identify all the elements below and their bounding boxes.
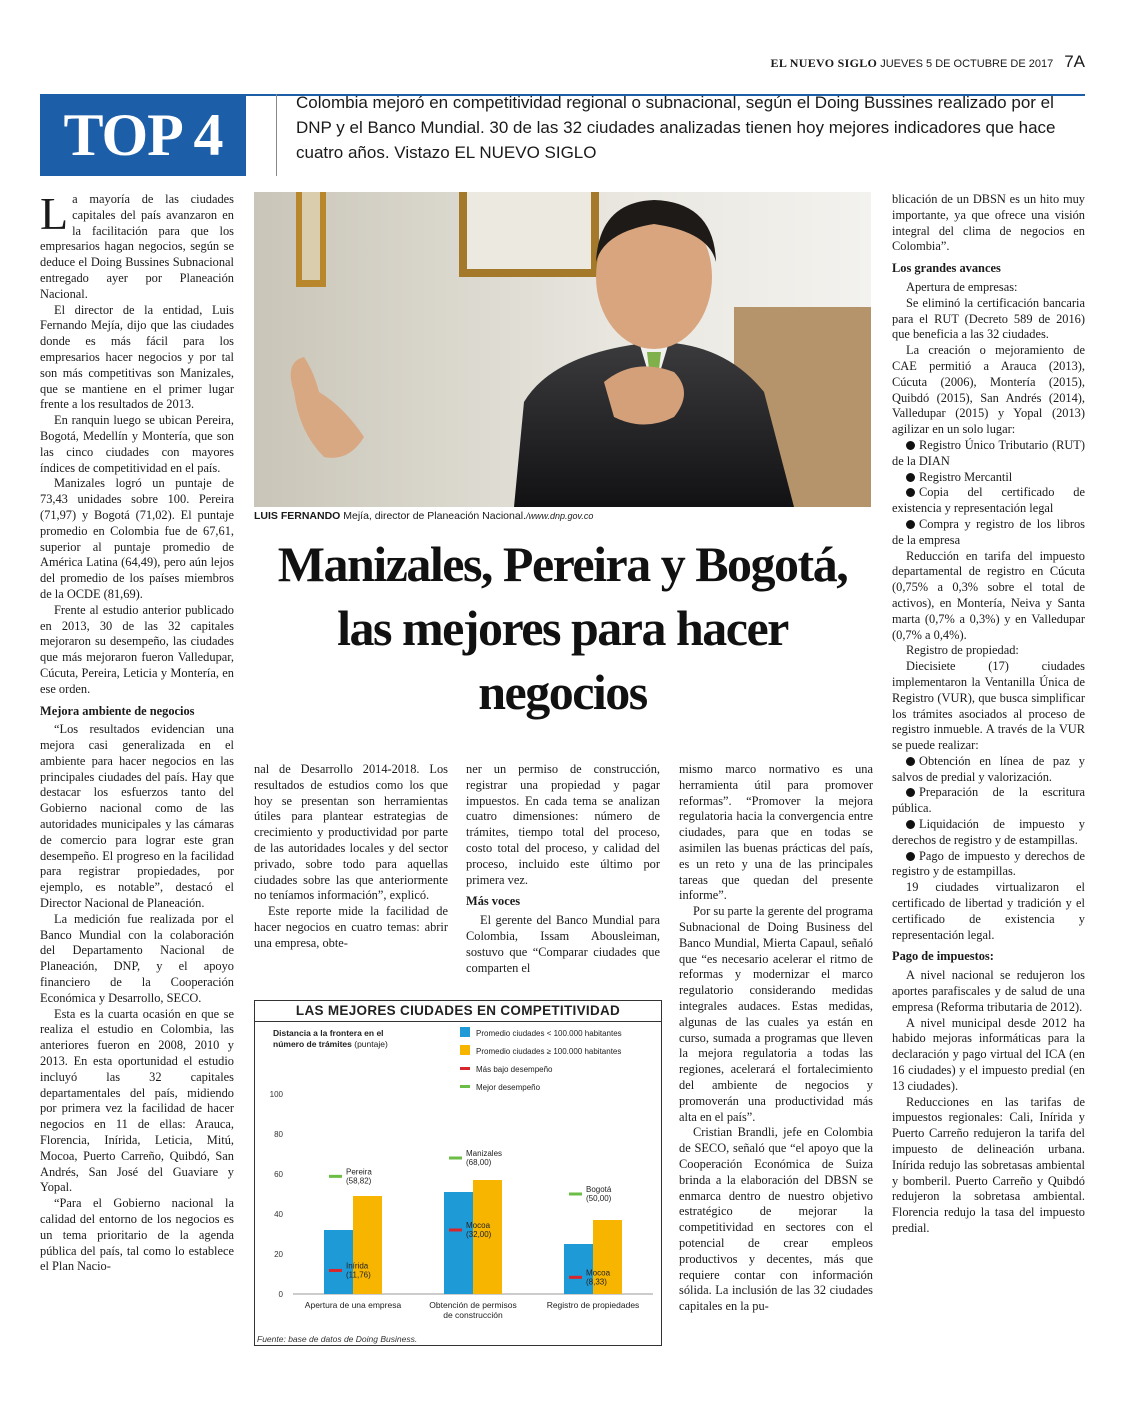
- article-column-3: [466, 762, 660, 976]
- caption-name: LUIS FERNANDO: [254, 510, 341, 522]
- bullet-item: Registro Mercantil: [892, 470, 1085, 486]
- marker-value: (11,76): [346, 1270, 371, 1280]
- paragraph: Diecisiete (17) ciudades implementaron la Ventanilla Única de Registro (VUR), que busca simplificar los trámites asociados al proceso de registro inmueble. A través de la VUR se puede realizar:: [892, 659, 1085, 753]
- chart-title: LAS MEJORES CIUDADES EN COMPETITIVIDAD: [255, 1001, 661, 1022]
- paragraph: Apertura de empresas:: [906, 279, 1018, 294]
- bullet-item: Liquidación de impuesto y derechos de registro y de estampillas.: [892, 817, 1085, 847]
- bullet-item: Preparación de la escritura pública.: [892, 785, 1085, 816]
- paragraph: mismo marco normativo es una herramienta útil para promover reformas”. “Promover la mejora regulatoria hacia la convergencia entre ciudades, para que en todas se asimilen las buenas prácticas del país, es un reto y una de las principales tareas que quedan del presente informe”.: [679, 762, 873, 903]
- legend-label: Promedio ciudades < 100.000 habitantes: [476, 1029, 622, 1038]
- bullet-item: Registro Único Tributario (RUT) de la DIAN: [892, 437, 1085, 468]
- paragraph: “Los resultados evidencian una mejora casi generalizada en el ambiente para hacer negocios en las principales ciudades del país. Hay que destacar los esfuerzos tanto del Gobierno nacional como de las autoridades municipales y las cámaras de comercio para lograr este gran desempeño. El progreso en la facilidad para registrar propiedades, por ejemplo, es notable”, destacó el Director Nacional de Planeación.: [40, 722, 234, 911]
- lowest-marker: [569, 1276, 582, 1279]
- subheading: Más voces: [466, 894, 521, 909]
- marker-label: Bogotá: [586, 1185, 612, 1194]
- y-tick-label: 60: [274, 1170, 283, 1179]
- y-tick-label: 0: [278, 1290, 283, 1299]
- paragraph: blicación de un DBSN es un hito muy importante, ya que ofrece una visión integral del clima de negocios en Colombia”.: [892, 192, 1085, 254]
- paragraph: Reducción en tarifa del impuesto departamental de registro en Cúcuta (0,75% a 0,3% sobre el total de activos), en Montería, Neiva y Santa marta (0,7% a 0,3%) y en Valledupar (0,7% a 0,4%).: [892, 548, 1085, 642]
- y-axis-label: Distancia a la frontera en el: [273, 1028, 384, 1038]
- paragraph: A nivel municipal desde 2012 ha habido mejoras informáticas para la declaración y pago virtual del ICA (en 16 ciudades) y el impuesto predial (en 13 ciudades).: [892, 1015, 1085, 1093]
- paragraph: La medición fue realizada por el Banco Mundial con la colaboración del Departamento Nacional de Planeación, DNP, y el apoyo financiero de la Cooperación Económica y Desarrollo, SECO.: [40, 911, 234, 1005]
- bullet-item: Pago de impuesto y derechos de registro y de estampillas.: [892, 848, 1085, 879]
- portrait-photo: [254, 192, 871, 507]
- banner-dek: Colombia mejoró en competitividad regional o subnacional, según el Doing Bussines realizado por el DNP y el Banco Mundial. 30 de las 32 ciudades analizadas tienen hoy mejores indicadores que hace cuatro años. Vistazo EL NUEVO SIGLO: [296, 93, 1056, 162]
- paragraph: Manizales logró un puntaje de 73,43 unidades sobre 100. Pereira (71,97) y Bogotá (71,02). El puntaje promedio en Colombia fue de 67,61, superior al puntaje promedio de América Latina (64,49), pero aún lejos del promedio de los países miembros de la OCDE (81,69).: [40, 476, 234, 601]
- bullet-item: Copia del certificado de existencia y representación legal: [892, 485, 1085, 516]
- portrait-illustration: [254, 192, 871, 507]
- marker-value: (50,00): [586, 1194, 612, 1203]
- bullet-icon: [906, 473, 915, 482]
- marker-label: Mocoa: [586, 1268, 611, 1278]
- bullet-icon: [906, 820, 915, 829]
- x-category-label: Obtención de permisos: [429, 1300, 517, 1310]
- legend-label: Mejor desempeño: [476, 1083, 541, 1092]
- paragraph: Reducciones en las tarifas de impuestos regionales: Cali, Inírida y Puerto Carreño redujeron la tarifa del impuesto de delineación urbana. Inírida redujo las sobretasas ambiental y bomberil. Puerto Carreño y Quibdó redujeron la sobretasa ambiental. Florencia redujo la tasa del impuesto predial.: [892, 1094, 1085, 1235]
- marker-value: (32,00): [466, 1230, 492, 1239]
- headline: Manizales, Pereira y Bogotá, las mejores para hacer negocios: [277, 536, 848, 720]
- bullet-icon: [906, 788, 915, 797]
- y-tick-label: 100: [269, 1090, 283, 1099]
- article-column-4: [679, 762, 873, 1315]
- paragraph: En ranquin luego se ubican Pereira, Bogotá, Medellín y Montería, que son las cinco ciudades con mayores índices de competitividad en el país.: [40, 413, 234, 475]
- best-marker: [329, 1175, 342, 1178]
- y-tick-label: 80: [274, 1130, 283, 1139]
- paragraph: La creación o mejoramiento de CAE permitió a Arauca (2013), Cúcuta (2006), Montería (2015), Quibdó (2015), San Andrés (2014), Valledupar (2015) y Yopal (2013) agilizar en un solo lugar:: [892, 343, 1085, 437]
- paragraph: Este reporte mide la facilidad de hacer negocios en cuatro temas: abrir una empresa, obte-: [254, 904, 448, 950]
- legend-swatch: [460, 1045, 470, 1055]
- paragraph: Frente al estudio anterior publicado en 2013, 30 de las 32 capitales mejoraron su desempeño, las ciudades que más mejoraron fueron Valledupar, Cúcuta, Pereira, Leticia y Montería, en ese orden.: [40, 602, 234, 696]
- paragraph: Esta es la cuarta ocasión en que se realiza el estudio en Colombia, las anteriores fueron en 2008, 2010 y 2013. En esta oportunidad el estudio incluyó las 32 capitales departamentales del país, midiendo por primera vez la facilidad de hacer negocios en 11 de ellas: Arauca, Florencia, Inírida, Leticia, Mitú, Mocoa, Puerto Carreño, Quibdó, San Andrés, San José del Guaviare y Yopal.: [40, 1006, 234, 1195]
- legend-label: Más bajo desempeño: [476, 1065, 553, 1074]
- article-column-5: [892, 192, 1085, 1237]
- lowest-marker: [449, 1229, 462, 1232]
- legend-label: Promedio ciudades ≥ 100.000 habitantes: [476, 1047, 622, 1056]
- subheading: Pago de impuestos:: [892, 949, 994, 964]
- marker-label: Mocoa: [466, 1221, 491, 1230]
- marker-label: Inírida: [346, 1261, 369, 1271]
- bar: [444, 1192, 473, 1294]
- bullet-item: Compra y registro de los libros de la empresa: [892, 516, 1085, 547]
- best-marker: [449, 1157, 462, 1160]
- legend-swatch: [460, 1085, 470, 1088]
- photo-caption: [254, 510, 871, 522]
- y-axis-unit: (puntaje): [351, 1039, 388, 1049]
- legend-swatch: [460, 1027, 470, 1037]
- page-number: 7A: [1064, 52, 1085, 71]
- paragraph: ner un permiso de construcción, registrar una propiedad y pagar impuestos. En cada tema se analizan cuatro dimensiones: número de trámites, tiempo total del proceso, costo total del proceso, y calidad del proceso, incluido este último por primera vez.: [466, 762, 660, 887]
- chart-source: Fuente: base de datos de Doing Business.: [257, 1334, 418, 1344]
- caption-text: Mejía, director de Planeación Nacional.: [340, 510, 526, 522]
- paragraph: 19 ciudades virtualizaron el certificado de libertad y tradición y el certificado de existencia y representación legal.: [892, 880, 1085, 942]
- paragraph: “Para el Gobierno nacional la calidad del entorno de los negocios es un tema prioritario de la agenda pública del país, tal como lo establece el Plan Nacio-: [40, 1196, 234, 1274]
- x-category-label: Registro de propiedades: [546, 1300, 640, 1310]
- top4-badge: TOP 4: [40, 94, 246, 176]
- y-axis-label: número de trámites (puntaje): [273, 1039, 388, 1049]
- bullet-icon: [906, 441, 915, 450]
- paragraph: Por su parte la gerente del programa Subnacional de Doing Business del Banco Mundial, Mierta Capaul, señaló que “es necesario acelerar el ritmo de reformas y modernizar el marco regulatorio considerando medidas integrales audaces. Estas medidas, algunas de las cuales ya están en curso, sumada a programas que lleven la mejora regulatoria a todas las regiones, acelerará el fortalecimiento del ambiente de negocios y promoverán una productividad más alta en el país”.: [679, 904, 873, 1124]
- article-column-1: [40, 188, 234, 1275]
- paragraph: Se eliminó la certificación bancaria para el RUT (Decreto 589 de 2016) que beneficia a las 32 ciudades.: [892, 295, 1085, 342]
- bullet-icon: [906, 520, 915, 529]
- chart-plot: [255, 1022, 661, 1332]
- paragraph: Registro de propiedad:: [906, 643, 1019, 658]
- bullet-icon: [906, 852, 915, 861]
- paragraph: El gerente del Banco Mundial para Colombia, Issam Abousleiman, sostuvo que “Comparar ciudades que comparten el: [466, 913, 660, 975]
- subheading: Mejora ambiente de negocios: [40, 703, 195, 718]
- lowest-marker: [329, 1269, 342, 1272]
- legend-swatch: [460, 1067, 470, 1070]
- banner-divider: [276, 94, 277, 176]
- paragraph: El director de la entidad, Luis Fernando Mejía, dijo que las ciudades donde es más fácil para los empresarios hacer negocios y por tal son más competitivas son Manizales, que se mantiene en el primer lugar frente a los resultados de 2013.: [40, 302, 234, 412]
- issue-date: JUEVES 5 DE OCTUBRE DE 2017: [880, 58, 1054, 70]
- marker-value: (58,82): [346, 1176, 372, 1186]
- drop-cap: L: [40, 188, 69, 239]
- y-tick-label: 40: [274, 1210, 283, 1219]
- article-column-2: [254, 762, 448, 952]
- competitiveness-chart: [254, 1000, 662, 1346]
- marker-value: (68,00): [466, 1158, 492, 1167]
- page-folio: [771, 52, 1085, 72]
- marker-label: Pereira: [346, 1167, 372, 1177]
- paragraph: a mayoría de las ciudades capitales del país avanzaron en la facilitación para que los empresarios hagan negocios, según se deduce el Doing Bussines Subnacional entregado ayer por Planeación Nacional.: [40, 192, 234, 301]
- marker-label: Manizales: [466, 1149, 503, 1158]
- paragraph: nal de Desarrollo 2014-2018. Los resultados de estudios como los que hoy se presentan son herramientas útiles para plantear estrategias de crecimiento y productividad por parte de las autoridades locales y del sector privado, sobre todo para aquellas ciudades sobre las que anteriormente no teníamos información”, explicó.: [254, 762, 448, 903]
- paragraph: A nivel nacional se redujeron los aportes parafiscales y de salud de una empresa (Reforma tributaria de 2012).: [892, 968, 1085, 1014]
- marker-value: (8,33): [586, 1277, 607, 1287]
- bullet-icon: [906, 488, 915, 497]
- bullet-icon: [906, 757, 915, 766]
- y-tick-label: 20: [274, 1250, 283, 1259]
- bullet-item: Obtención en línea de paz y salvos de predial y valorización.: [892, 753, 1085, 784]
- x-category-label: de construcción: [443, 1310, 503, 1320]
- best-marker: [569, 1193, 582, 1196]
- newspaper-name: EL NUEVO SIGLO: [770, 56, 878, 70]
- x-category-label: Apertura de una empresa: [304, 1300, 402, 1310]
- subheading: Los grandes avances: [892, 261, 1001, 276]
- paragraph: Cristian Brandli, jefe en Colombia de SECO, señaló que “el apoyo que la Cooperación Económica de Suiza brinda a la elaboración del DBSN se enmarca dentro de nuestro objetivo estratégico de mejorar la competitividad en sectores con el potencial de crear empleos productivos y decentes, más que requiere contar con información sólida. La inclusión de las 32 ciudades capitales en la pu-: [679, 1125, 873, 1314]
- caption-credit: /www.dnp.gov.co: [525, 511, 594, 521]
